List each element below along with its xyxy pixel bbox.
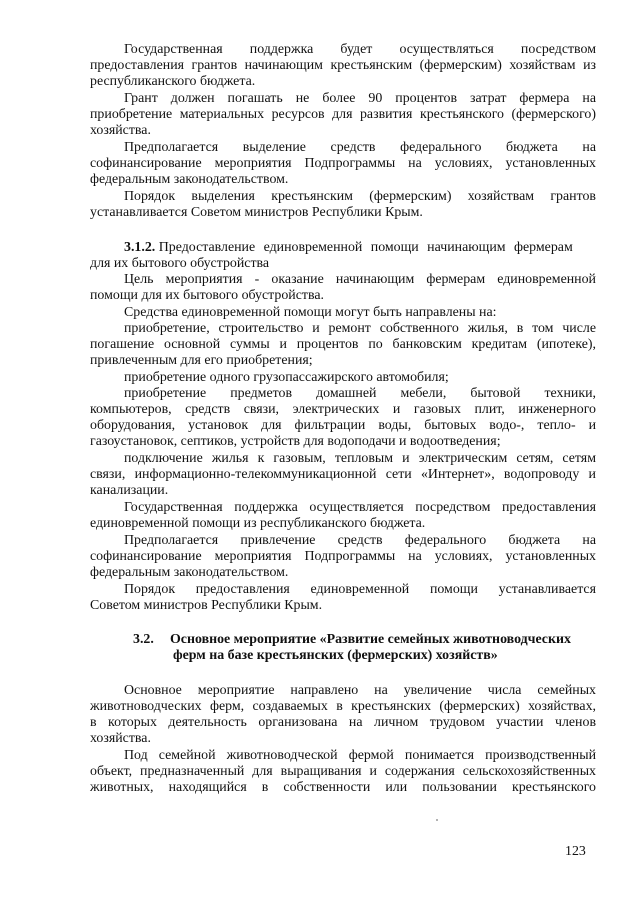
text-line: объект, предназначенный для выращивания и содержания сельскохозяйственных bbox=[90, 764, 596, 779]
text-line: устанавливается Советом министров Республики Крым. bbox=[90, 205, 423, 220]
text-line: Порядок предоставления единовременной помощи устанавливается bbox=[124, 582, 596, 597]
text-line: оборудования, установок для фильтрации воды, бытовых водо-, тепло- и bbox=[90, 418, 596, 433]
text-line: Грант должен погашать не более 90 процентов затрат фермера на bbox=[124, 91, 596, 106]
text-line: Советом министров Республики Крым. bbox=[90, 598, 323, 613]
text-line: приобретение предметов домашней мебели, бытовой техники, bbox=[124, 386, 596, 401]
text-line: хозяйства. bbox=[90, 123, 151, 138]
text-line: федеральным законодательством. bbox=[90, 565, 289, 580]
text-line: Под семейной животноводческой фермой понимается производственный bbox=[124, 748, 596, 763]
text-line: софинансирование мероприятия Подпрограммы на условиях, установленных bbox=[90, 156, 596, 171]
text-line: софинансирование мероприятия Подпрограммы на условиях, установленных bbox=[90, 549, 596, 564]
text-line: приобретение материальных ресурсов для развития крестьянского (фермерского) bbox=[90, 107, 596, 122]
text-line: животных, находящийся в собственности или пользовании крестьянского bbox=[90, 780, 596, 795]
text-line: связи, информационно-телекоммуникационной сети «Интернет», водопроводу и bbox=[90, 467, 596, 482]
section-number: 3.1.2. bbox=[124, 240, 156, 255]
scan-speck bbox=[436, 819, 438, 821]
text-line: федеральным законодательством. bbox=[90, 172, 289, 187]
text-line: Основное мероприятие направлено на увеличение числа семейных bbox=[124, 683, 596, 698]
section-title: Основное мероприятие «Развитие семейных животноводческих bbox=[170, 632, 571, 647]
text-line: в которых деятельность организована на личном трудовом участии членов bbox=[90, 715, 596, 730]
text-line: приобретение, строительство и ремонт собственного жилья, в том числе bbox=[124, 321, 596, 336]
text-line: Государственная поддержка осуществляется посредством предоставления bbox=[124, 500, 596, 515]
text-line: помощи для их бытового обустройства. bbox=[90, 288, 324, 303]
section-heading-3-1-2 bbox=[124, 240, 596, 256]
text-line: погашение основной суммы и процентов по банковским кредитам (ипотеке), bbox=[90, 337, 596, 352]
text-line: хозяйства. bbox=[90, 731, 151, 746]
text-line: Предполагается привлечение средств федерального бюджета на bbox=[124, 533, 596, 548]
text-line: компьютеров, средств связи, электрических и газовых плит, инженерного bbox=[90, 402, 596, 417]
text-line: газоустановок, септиков, устройств для водоподачи и водоотведения; bbox=[90, 434, 501, 449]
section-number: 3.2. bbox=[133, 632, 154, 647]
text-line: Предполагается выделение средств федерального бюджета на bbox=[124, 140, 596, 155]
text-line: привлеченным для его приобретения; bbox=[90, 353, 313, 368]
section-title-continuation: ферм на базе крестьянских (фермерских) хозяйств» bbox=[173, 648, 498, 663]
text-line: республиканского бюджета. bbox=[90, 74, 256, 89]
text-line: Средства единовременной помощи могут быть направлены на: bbox=[124, 305, 497, 320]
section-heading-3-2 bbox=[133, 632, 588, 648]
text-line: канализации. bbox=[90, 483, 169, 498]
text-line: предоставления грантов начинающим крестьянским (фермерским) хозяйствам из bbox=[90, 58, 596, 73]
text-line: животноводческих ферм, создаваемых в крестьянских (фермерских) хозяйствах, bbox=[90, 699, 596, 714]
page-number: 123 bbox=[565, 844, 586, 859]
text-line: Порядок выделения крестьянским (фермерским) хозяйствам грантов bbox=[124, 189, 596, 204]
text-line: для их бытового обустройства bbox=[90, 256, 270, 271]
text-line: приобретение одного грузопассажирского автомобиля; bbox=[124, 370, 449, 385]
text-line: единовременной помощи из республиканского бюджета. bbox=[90, 516, 426, 531]
text-line: подключение жилья к газовым, тепловым и электрическим сетям, сетям bbox=[124, 451, 596, 466]
text-line: Цель мероприятия - оказание начинающим фермерам единовременной bbox=[124, 272, 596, 287]
text-line: Государственная поддержка будет осуществляться посредством bbox=[124, 42, 596, 57]
section-title: Предоставление единовременной помощи начинающим фермерам bbox=[158, 240, 573, 255]
